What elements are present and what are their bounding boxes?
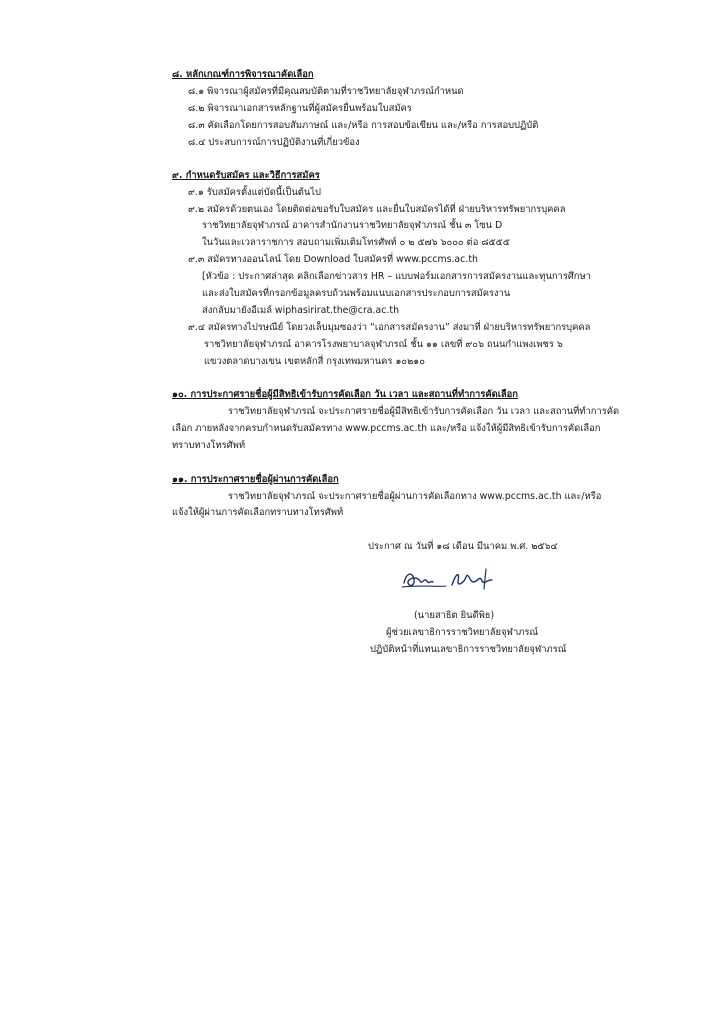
section-9-email-line: ส่งกลับมายังอีเมล์ wiphasirirat.the@cra.ac.th <box>202 305 400 316</box>
signer-name: (นายสาธิต ยินดีพิธ) <box>414 610 495 621</box>
section-9-line: ในวันและเวลาราชการ สอบถามเพิ่มเติมโทรศัพท์ ๐ ๒ ๕๗๖ ๖๐๐๐ ต่อ ๘๕๕๕ <box>202 237 510 248</box>
section-8-item: ๘.๒ พิจารณาเอกสารหลักฐานที่ผู้สมัครยื่นพร้อมใบสมัคร <box>188 103 412 114</box>
section-9-line: ๙.๒ สมัครด้วยตนเอง โดยติดต่อขอรับใบสมัคร และยื่นใบสมัครได้ที่ ฝ่ายบริหารทรัพยากรบุคคล <box>188 204 566 215</box>
section-8-item: ๘.๓ คัดเลือกโดยการสอบสัมภาษณ์ และ/หรือ การสอบข้อเขียน และ/หรือ การสอบปฏิบัติ <box>188 120 539 131</box>
announcement-date: ประกาศ ณ วันที่ ๑๘ เดือน มีนาคม พ.ศ. ๒๕๖๔ <box>368 541 558 552</box>
signer-title: ผู้ช่วยเลขาธิการราชวิทยาลัยจุฬาภรณ์ <box>386 627 539 638</box>
signature-image <box>400 563 520 595</box>
section-10-line: ทราบทางโทรศัพท์ <box>172 440 246 451</box>
section-9-line: ๙.๑ รับสมัครตั้งแต่บัดนี้เป็นต้นไป <box>188 187 321 198</box>
section-9-line: ๙.๔ สมัครทางไปรษณีย์ โดยวงเล็บมุมซองว่า “เอกสารสมัครงาน” ส่งมาที่ ฝ่ายบริหารทรัพยากรบุคคล <box>188 322 591 333</box>
signer-role: ปฏิบัติหน้าที่แทนเลขาธิการราชวิทยาลัยจุฬาภรณ์ <box>370 644 567 655</box>
section-8-item: ๘.๑ พิจารณาผู้สมัครที่มีคุณสมบัติตามที่ราชวิทยาลัยจุฬาภรณ์กำหนด <box>188 86 464 97</box>
section-11-heading: ๑๑. การประกาศรายชื่อผู้ผ่านการคัดเลือก <box>172 474 339 485</box>
section-10-heading: ๑๐. การประกาศรายชื่อผู้มีสิทธิเข้ารับการคัดเลือก วัน เวลา และสถานที่ทำการคัดเลือก <box>172 389 518 400</box>
section-11-line: แจ้งให้ผู้ผ่านการคัดเลือกทราบทางโทรศัพท์ <box>172 507 344 518</box>
section-9-line: ๙.๓ สมัครทางออนไลน์ โดย Download ใบสมัครที่ www.pccms.ac.th <box>188 254 478 265</box>
section-9-line: ราชวิทยาลัยจุฬาภรณ์ อาคารโรงพยาบาลจุฬาภรณ์ ชั้น ๑๑ เลขที่ ๙๐๖ ถนนกำแพงเพชร ๖ <box>204 339 563 350</box>
section-9-line: [หัวข้อ : ประกาศล่าสุด คลิกเลือกข่าวสาร HR – แบบฟอร์มเอกสารการสมัครงานและทุนการศึกษา <box>202 271 591 282</box>
section-10-line: ราชวิทยาลัยจุฬาภรณ์ จะประกาศรายชื่อผู้มีสิทธิเข้ารับการคัดเลือก วัน เวลา และสถานที่ทำการคัด <box>228 406 620 417</box>
section-9-heading: ๙. กำหนดรับสมัคร และวิธีการสมัคร <box>172 170 320 181</box>
section-9-line: และส่งใบสมัครที่กรอกข้อมูลครบถ้วนพร้อมแนบเอกสารประกอบการสมัครงาน <box>202 288 511 299</box>
section-10-line: เลือก ภายหลังจากครบกำหนดรับสมัครทาง www.pccms.ac.th และ/หรือ แจ้งให้ผู้มีสิทธิเข้ารับการคัดเลือก <box>172 423 601 434</box>
section-8-item: ๘.๔ ประสบการณ์การปฏิบัติงานที่เกี่ยวข้อง <box>188 137 360 148</box>
section-11-line: ราชวิทยาลัยจุฬาภรณ์ จะประกาศรายชื่อผู้ผ่านการคัดเลือกทาง www.pccms.ac.th และ/หรือ <box>228 491 602 502</box>
section-9-line: แขวงตลาดบางเขน เขตหลักสี่ กรุงเทพมหานคร ๑๐๒๑๐ <box>204 356 425 367</box>
section-8-heading: ๘. หลักเกณฑ์การพิจารณาคัดเลือก <box>172 69 314 80</box>
section-9-line: ราชวิทยาลัยจุฬาภรณ์ อาคารสำนักงานราชวิทยาลัยจุฬาภรณ์ ชั้น ๓ โซน D <box>202 220 503 231</box>
